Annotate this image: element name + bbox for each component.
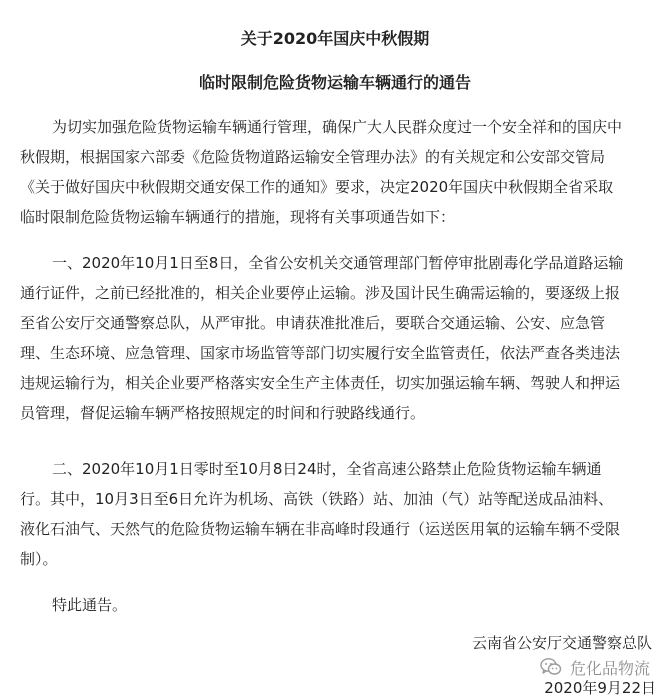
paragraph-intro [20,112,660,232]
paragraph-line: 至省公安厅交通警察总队，从严审批。申请获准批准后，要联合交通运输、公安、应急管 [20,314,606,332]
paragraph-item-one [20,248,660,428]
paragraph-line: 临时限制危险货物运输车辆通行的措施，现将有关事项通告如下： [20,208,456,226]
paragraph-line: 秋假期，根据国家六部委《危险货物道路运输安全管理办法》的有关规定和公安部交管局 [20,148,606,166]
paragraph-closing [20,590,660,620]
paragraph-item-two [20,454,660,574]
paragraph-line: 员管理，督促运输车辆严格按照规定的时间和行驶路线通行。 [20,404,426,422]
document-title-line-2: 临时限制危险货物运输车辆通行的通告 [198,73,471,92]
document-title-line-1: 关于2020年国庆中秋假期 [240,29,430,48]
paragraph-line: 二、2020年10月1日零时至10月8日24时，全省高速公路禁止危险货物运输车辆通 [52,460,602,478]
wechat-icon [540,657,562,677]
paragraph-line: 通行证件，之前已经批准的，相关企业要停止运输。涉及国计民生确需运输的，要逐级上报 [20,284,621,302]
watermark [540,656,650,678]
issue-date: 2020年9月22日 [544,679,656,697]
paragraph-line: 理、生态环境、应急管理、国家市场监管等部门切实履行安全监管责任，依法严查各类违法 [20,344,621,362]
paragraph-line: 特此通告。 [52,596,128,614]
paragraph-line: 液化石油气、天然气的危险货物运输车辆在非高峰时段通行（运送医用氧的运输车辆不受限 [20,520,621,538]
issuer-signature: 云南省公安厅交通警察总队 [471,634,652,652]
paragraph-line: 制）。 [20,550,58,568]
watermark-text: 危化品物流 [569,658,650,678]
paragraph-line: 为切实加强危险货物运输车辆通行管理，确保广大人民群众度过一个安全祥和的国庆中 [52,118,623,136]
paragraph-line: 一、2020年10月1日至8日，全省公安机关交通管理部门暂停审批剧毒化学品道路运输 [52,254,624,272]
paragraph-line: 行。其中，10月3日至6日允许为机场、高铁（铁路）站、加油（气）站等配送成品油料、 [20,490,614,508]
paragraph-line: 《关于做好国庆中秋假期交通安保工作的通知》要求，决定2020年国庆中秋假期全省采取 [20,178,614,196]
paragraph-line: 违规运输行为，相关企业要严格落实安全生产主体责任，切实加强运输车辆、驾驶人和押运 [20,374,621,392]
